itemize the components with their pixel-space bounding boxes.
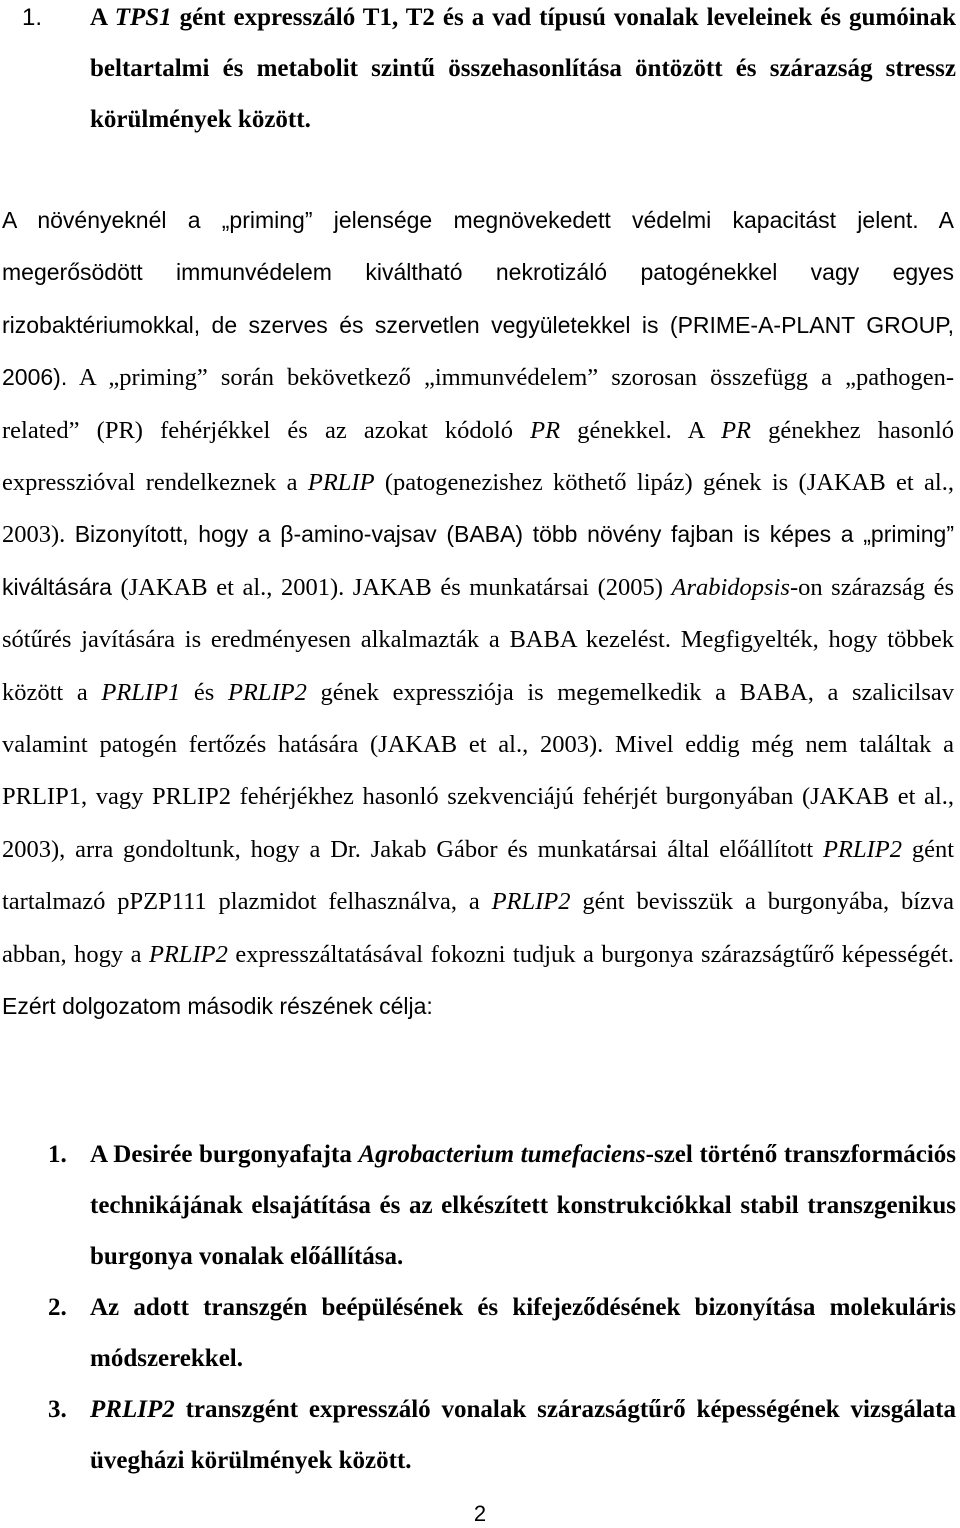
- aim-text: PRLIP2 transzgént expresszáló vonalak szárazságtűrő képességének vizsgálata üvegházi körülmények között.: [90, 1396, 956, 1474]
- aim-number: 2.: [48, 1294, 67, 1321]
- section-heading-text: A TPS1 gént expresszáló T1, T2 és a vad típusú vonalak leveleinek és gumóinak beltartalmi és metabolit szintű összehasonlítása öntözött és szárazság stressz körülmények között.: [90, 4, 956, 133]
- body-paragraph: A növényeknél a „priming” jelensége megnövekedett védelmi kapacitást jelent. A megerősödött immunvédelem kiváltható nekrotizáló patogénekkel vagy egyes rizobaktériumokkal, de szerves és szervetlen vegyületekkel is (PRIME-A-PLANT GROUP, 2006). A „priming” során bekövetkező „immunvédelem” szorosan összefügg a „pathogen-related” (PR) fehérjékkel és az azokat kódoló PR génekkel. A PR génekhez hasonló expresszióval rendelkeznek a PRLIP (patogenezishez köthető lipáz) gének is (JAKAB et al., 2003). Bizonyított, hogy a β-amino-vajsav (BABA) több növény fajban is képes a „priming” kiváltására (JAKAB et al., 2001). JAKAB és munkatársai (2005) Arabidopsis-on szárazság és sótűrés javítására is eredményesen alkalmazták a BABA kezelést. Megfigyelték, hogy többek között a PRLIP1 és PRLIP2 gének expressziója is megemelkedik a BABA, a szalicilsav valamint patogén fertőzés hatására (JAKAB et al., 2003). Mivel eddig még nem találtak a PRLIP1, vagy PRLIP2 fehérjékhez hasonló szekvenciájú fehérjét burgonyában (JAKAB et al., 2003), arra gondoltunk, hogy a Dr. Jakab Gábor és munkatársai által előállított PRLIP2 gént tartalmazó pPZP111 plazmidot felhasználva, a PRLIP2 gént bevisszük a burgonyába, bízva abban, hogy a PRLIP2 expresszáltatásával fokozni tudjuk a burgonya szárazságtűrő képességét. Ezért dolgozatom második részének célja:: [2, 207, 955, 1020]
- aim-text: A Desirée burgonyafajta Agrobacterium tumefaciens-szel történő transzformációs technikájának elsajátítása és az elkészített konstrukciókkal stabil transzgenikus burgonya vonalak előállítása.: [90, 1141, 956, 1270]
- aim-number: 3.: [48, 1396, 67, 1423]
- aim-number: 1.: [48, 1141, 67, 1168]
- section-heading-number: 1.: [22, 4, 43, 31]
- aim-text: Az adott transzgén beépülésének és kifejeződésének bizonyítása molekuláris módszerekkel.: [90, 1294, 956, 1372]
- page-number: 2: [473, 1501, 487, 1526]
